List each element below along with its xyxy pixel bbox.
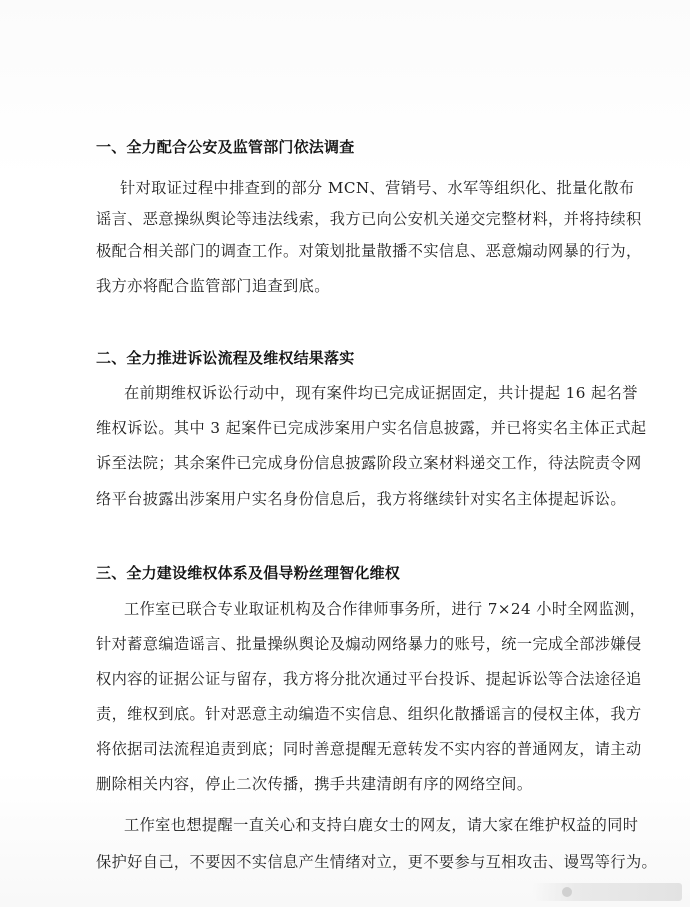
section-2-line-2: 维权诉讼。其中 3 起案件已完成涉案用户实名信息披露，并已将实名主体正式起 (96, 419, 647, 437)
section-3-line-7: 工作室也想提醒一直关心和支持白鹿女士的网友，请大家在维护权益的同时 (124, 816, 639, 834)
section-3-line-1: 工作室已联合专业取证机构及合作律师事务所，进行 7×24 小时全网监测， (124, 600, 646, 618)
section-1-heading: 一、全力配合公安及监管部门依法调查 (96, 138, 355, 156)
section-2-heading: 二、全力推进诉讼流程及维权结果落实 (96, 349, 355, 367)
section-3-line-6: 删除相关内容，停止二次传播，携手共建清朗有序的网络空间。 (96, 775, 533, 793)
section-2-line-1: 在前期维权诉讼行动中，现有案件均已完成证据固定，共计提起 16 起名誉 (124, 384, 638, 402)
section-3-line-5: 将依据司法流程追责到底；同时善意提醒无意转发不实内容的普通网友，请主动 (96, 740, 642, 758)
section-3-line-4: 责，维权到底。针对恶意主动编造不实信息、组织化散播谣言的侵权主体，我方 (96, 705, 642, 723)
section-2-line-3: 诉至法院；其余案件已完成身份信息披露阶段立案材料递交工作，待法院责令网 (96, 454, 642, 472)
watermark-dot-icon (562, 887, 572, 897)
section-3-line-8: 保护好自己，不要因不实信息产生情绪对立，更不要参与互相攻击、谩骂等行为。 (96, 853, 658, 871)
section-3-line-3: 权内容的证据公证与留存，我方将分批次通过平台投诉、提起诉讼等合法途径追 (96, 670, 642, 688)
section-3-line-2: 针对蓄意编造谣言、批量操纵舆论及煽动网络暴力的账号，统一完成全部涉嫌侵 (96, 635, 642, 653)
section-2-line-4: 络平台披露出涉案用户实名身份信息后，我方将继续针对实名主体提起诉讼。 (96, 490, 626, 508)
watermark-strip (532, 883, 682, 901)
section-1-line-4: 我方亦将配合监管部门追查到底。 (96, 277, 330, 295)
section-3-heading: 三、全力建设维权体系及倡导粉丝理智化维权 (96, 564, 401, 582)
section-1-line-1: 针对取证过程中排查到的部分 MCN、营销号、水军等组织化、批量化散布 (120, 179, 635, 197)
section-1-line-3: 极配合相关部门的调查工作。对策划批量散播不实信息、恶意煽动网暴的行为， (96, 242, 642, 260)
section-1-line-2: 谣言、恶意操纵舆论等违法线索，我方已向公安机关递交完整材料，并将持续积 (96, 210, 642, 228)
